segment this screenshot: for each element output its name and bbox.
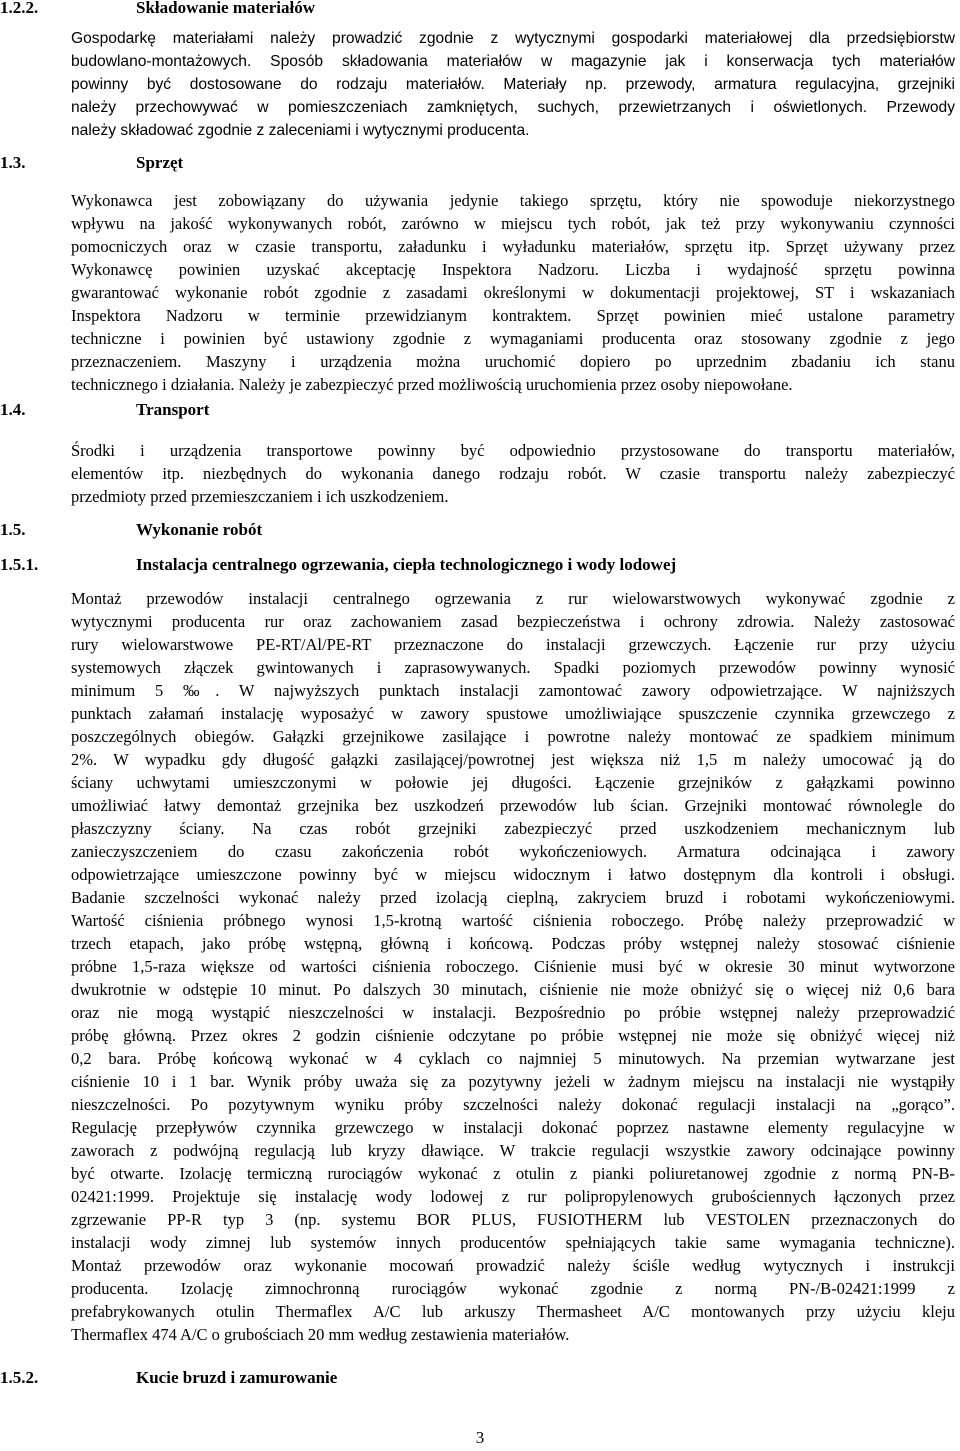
text-line: Thermaflex 474 A/C o grubościach 20 mm według zestawienia materiałów. <box>71 1325 570 1344</box>
section-number: 1.2.2. <box>0 0 39 17</box>
section-title: Sprzęt <box>136 153 184 172</box>
section-number: 1.5. <box>0 520 26 539</box>
text-line: producenta. Izolację zimnochronną rurociągów wykonać zgodnie z normą PN-/B-02421:1999 z <box>71 1279 955 1298</box>
text-line: Inspektora Nadzoru w terminie przewidzianym kontraktem. Sprzęt powinien mieć ustalone parametry <box>71 306 955 325</box>
text-line: budowlano-montażowych. Sposób składowania materiałów w magazynie jak i konserwacja tych materiałów <box>71 53 955 70</box>
text-line: dwukrotnie w odstępie 10 minut. Po dalszych 30 minutach, ciśnienie nie może obniżyć się o więcej niż 0,6 bara <box>71 980 955 999</box>
section-title: Wykonanie robót <box>136 520 263 539</box>
text-line: instalacji wody zimnej lub systemów innych producentów spełniających takie same wymagania techniczne). <box>71 1233 955 1252</box>
text-line: odpowietrzające umieszczone powinny być w miejscu widocznym i łatwo dostępnym dla kontroli i obsługi. <box>71 865 955 884</box>
text-line: należy składować zgodnie z zaleceniami i wytycznymi producenta. <box>71 122 530 139</box>
text-line: próbę główną. Przez okres 2 godzin ciśnienie odczytane po próbie wstępnej nie może się obniżyć więcej niż <box>71 1026 955 1045</box>
section-number: 1.4. <box>0 400 26 419</box>
text-line: techniczne i powinien być ustawiony zgodnie z wymaganiami producenta oraz stosowany zgodnie z jego <box>71 329 955 348</box>
text-line: Środki i urządzenia transportowe powinny być odpowiednio przystosowane do transportu materiałów, <box>71 441 955 460</box>
text-line: próbne 1,5-raza większe od wartości ciśnienia roboczego. Ciśnienie musi być w okresie 30 minut wytworzone <box>71 957 955 976</box>
text-line: Badanie szczelności wykonać należy przed izolacją cieplną, zakryciem bruzd i robotami wykończeniowymi. <box>71 888 955 907</box>
text-line: technicznego i działania. Należy je zabezpieczyć przed możliwością uruchomienia przez osoby niepowołane. <box>71 375 793 394</box>
section-number: 1.3. <box>0 153 26 172</box>
text-line: poszczególnych obiegów. Gałązki grzejnikowe zasilające i powrotne należy montować ze spadkiem minimum <box>71 727 955 746</box>
section-title: Instalacja centralnego ogrzewania, ciepła technologicznego i wody lodowej <box>136 555 677 574</box>
text-line: 02421:1999. Projektuje się instalację wody lodowej z rur polipropylenowych grubościennych łączonych przez <box>71 1187 955 1206</box>
text-line: przedmioty przed przemieszczaniem i ich uszkodzeniem. <box>71 487 449 506</box>
text-line: Wykonawca jest zobowiązany do używania jedynie takiego sprzętu, który nie spowoduje niekorzystnego <box>71 191 955 210</box>
text-line: Regulację przepływów czynnika grzewczego w instalacji dokonać poprzez nastawne elementy regulacyjne w <box>71 1118 955 1137</box>
section-title: Transport <box>136 400 210 419</box>
text-line: wpływu na jakość wykonywanych robót, zarówno w miejscu tych robót, jak też przy wykonywaniu czynności <box>71 214 955 233</box>
paragraph-sprzet <box>71 189 955 396</box>
page-number: 3 <box>475 1428 485 1447</box>
text-line: wytycznymi producenta rur oraz zachowaniem zasad bezpieczeństwa i ochrony zdrowia. Należy zastosować <box>71 612 955 631</box>
text-line: nieszczelności. Po pozytywnym wyniku próby szczelności należy dokonać regulacji instalacji na „gorąco”. <box>71 1095 955 1114</box>
text-line: Gospodarkę materiałami należy prowadzić zgodnie z wytycznymi gospodarki materiałowej dla przedsiębiorstw <box>71 30 955 47</box>
section-number: 1.5.2. <box>0 1368 39 1387</box>
text-line: być otwarte. Izolację termiczną rurociągów wykonać z otulin z pianki poliuretanowej zgodnie z normą PN-B- <box>71 1164 955 1183</box>
text-line: płaszczyzny ściany. Na czas robót grzejniki zabezpieczyć przed uszkodzeniem mechanicznym lub <box>71 819 955 838</box>
text-line: należy przechowywać w pomieszczeniach zamkniętych, suchych, przewietrzanych i oświetlonych. Przewody <box>71 99 955 116</box>
text-line: Wartość ciśnienia próbnego wynosi 1,5-krotną wartość ciśnienia roboczego. Próbę należy przeprowadzić w <box>71 911 955 930</box>
text-line: Montaż przewodów oraz wykonanie mocowań prowadzić należy ściśle według wytycznych i instrukcji <box>71 1256 955 1275</box>
text-line: Montaż przewodów instalacji centralnego ogrzewania z rur wielowarstwowych wykonywać zgodnie z <box>71 589 955 608</box>
text-line: pomocniczych oraz w czasie transportu, załadunku i wyładunku materiałów, sprzętu itp. Sprzęt używany przez <box>71 237 955 256</box>
text-line: umożliwiać łatwy demontaż grzejnika bez uszkodzeń przewodów lub ścian. Grzejniki montować równolegle do <box>71 796 955 815</box>
text-line: elementów itp. niezbędnych do wykonania danego rodzaju robót. W czasie transportu należy zabezpieczyć <box>71 464 955 483</box>
section-title: Składowanie materiałów <box>136 0 315 17</box>
text-line: systemowych złączek gwintowanych i zaprasowywanych. Spadki poziomych przewodów powinny wynosić <box>71 658 955 677</box>
paragraph-transport <box>71 439 955 508</box>
text-line: punktach załamań instalację wyposażyć w zawory spustowe umożliwiające spuszczenie czynnika grzewczego z <box>71 704 955 723</box>
section-title: Kucie bruzd i zamurowanie <box>136 1368 338 1387</box>
text-line: ciśnienie 10 i 1 bar. Wynik próby uważa się za pozytywny jeżeli w żadnym miejscu na instalacji nie wystąpiły <box>71 1072 955 1091</box>
paragraph-skladowanie <box>71 27 955 142</box>
text-line: zanieczyszczeniem do czasu zakończenia robót wykończeniowych. Armatura odcinająca i zawory <box>71 842 955 861</box>
paragraph-instalacja <box>71 587 955 1346</box>
text-line: gwarantować wykonanie robót zgodnie z zasadami określonymi w dokumentacji projektowej, ST i wskazaniach <box>71 283 955 302</box>
text-line: powinny być dostosowane do rodzaju materiałów. Materiały np. przewody, armatura regulacyjna, grzejniki <box>71 76 955 93</box>
text-line: Wykonawcę powinien uzyskać akceptację Inspektora Nadzoru. Liczba i wydajność sprzętu powinna <box>71 260 955 279</box>
text-line: rury wielowarstwowe PE-RT/Al/PE-RT przeznaczone do instalacji grzewczych. Łączenie rur przy użyciu <box>71 635 955 654</box>
text-line: 2%. W wypadku gdy długość gałązki zasilającej/powrotnej jest większa niż 1,5 m należy umocować ją do <box>71 750 955 769</box>
text-line: trzech etapach, jako próbę wstępną, główną i końcową. Podczas próby wstępnej należy stosować ciśnienie <box>71 934 955 953</box>
section-number: 1.5.1. <box>0 555 39 574</box>
text-line: prefabrykowanych otulin Thermaflex A/C lub arkuszy Thermasheet A/C montowanych przy użyciu kleju <box>71 1302 955 1321</box>
text-line: minimum 5 ‰. W najwyższych punktach instalacji zamontować zawory odpowietrzające. W najniższych <box>71 681 955 700</box>
text-line: przeznaczeniem. Maszyny i urządzenia można uruchomić dopiero po uprzednim zbadaniu ich stanu <box>71 352 955 371</box>
text-line: zaworach z podwójną regulacją lub kryzy dławiące. W trakcie regulacji wszystkie zawory odcinające powinny <box>71 1141 955 1160</box>
text-line: zgrzewanie PP-R typ 3 (np. systemu BOR PLUS, FUSIOTHERM lub VESTOLEN przeznaczonych do <box>71 1210 955 1229</box>
text-line: oraz nie mogą wystąpić nieszczelności w instalacji. Bezpośrednio po próbie wstępnej należy przeprowadzić <box>71 1003 955 1022</box>
text-line: 0,2 bara. Próbę końcową wykonać w 4 cyklach co najmniej 5 minutowych. Na przemian wytwarzane jest <box>71 1049 955 1068</box>
text-line: ściany uchwytami umieszczonymi w połowie jej długości. Łączenie grzejników z gałązkami powinno <box>71 773 955 792</box>
